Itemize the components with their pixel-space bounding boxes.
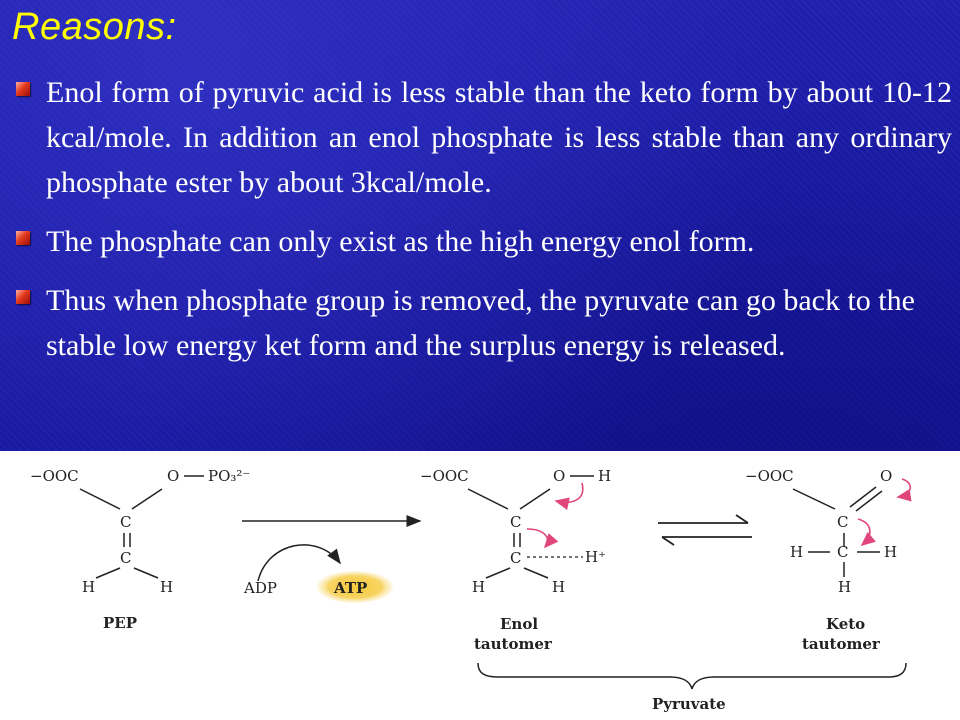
pep-structure (30, 467, 250, 632)
electron-arrow-icon (898, 479, 910, 497)
pyruvate-label: Pyruvate (652, 695, 726, 713)
carboxylate-label: −OOC (420, 467, 469, 485)
slide-title: Reasons: (12, 6, 177, 48)
hydrogen-label: H (838, 578, 852, 596)
phosphate-label: PO₃²⁻ (208, 467, 251, 485)
carbon-label: C (837, 513, 849, 531)
carbon-label: C (120, 549, 132, 567)
hydrogen-label: H (884, 543, 898, 561)
keto-structure (745, 467, 910, 653)
bullet-item-1 (16, 70, 952, 205)
hydrogen-label: H (552, 578, 566, 596)
enol-label-line2: tautomer (474, 635, 552, 653)
hydrogen-label: H (598, 467, 612, 485)
hydrogen-label: H (790, 543, 804, 561)
bullet-square-icon (16, 82, 30, 96)
electron-arrow-icon (556, 483, 583, 502)
bullet-text: Thus when phosphate group is removed, the pyruvate can go back to the stable low energy ket form and the surplus energy is released. (46, 284, 915, 362)
bullet-square-icon (16, 290, 30, 304)
electron-arrow-icon (858, 519, 870, 545)
curved-arrow-icon (258, 545, 340, 581)
hydrogen-label: H (472, 578, 486, 596)
atp-label: ATP (334, 579, 368, 597)
enol-label: Enol (500, 615, 539, 633)
carbon-label: C (837, 543, 849, 561)
carbon-label: C (510, 549, 522, 567)
electron-arrow-icon (527, 529, 548, 547)
hydrogen-label: H (160, 578, 174, 596)
bullet-list (16, 70, 952, 382)
reaction-diagram (0, 451, 960, 720)
bullet-square-icon (16, 231, 30, 245)
carboxylate-label: −OOC (30, 467, 79, 485)
proton-label: H⁺ (585, 548, 606, 566)
bullet-item-2 (16, 219, 952, 264)
oxygen-label: O (880, 467, 893, 485)
keto-label: Keto (826, 615, 866, 633)
bullet-text: Enol form of pyruvic acid is less stable than the keto form by about 10-12 kcal/mole. In addition an enol phosphate is less stable than any ordinary phosphate ester by about 3kcal/mole. (46, 76, 952, 199)
carbon-label: C (120, 513, 132, 531)
carboxylate-label: −OOC (745, 467, 794, 485)
pyruvate-bracket (478, 663, 906, 713)
pep-label: PEP (103, 614, 137, 632)
keto-label-line2: tautomer (802, 635, 880, 653)
bullet-item-3 (16, 278, 952, 368)
enol-structure (420, 467, 611, 653)
equilibrium-arrows-icon (658, 515, 752, 545)
oxygen-label: O (167, 467, 180, 485)
hydrogen-label: H (82, 578, 96, 596)
oxygen-label: O (553, 467, 566, 485)
carbon-label: C (510, 513, 522, 531)
adp-label: ADP (244, 579, 277, 597)
bullet-text: The phosphate can only exist as the high energy enol form. (46, 225, 755, 258)
forward-reaction (242, 521, 420, 603)
